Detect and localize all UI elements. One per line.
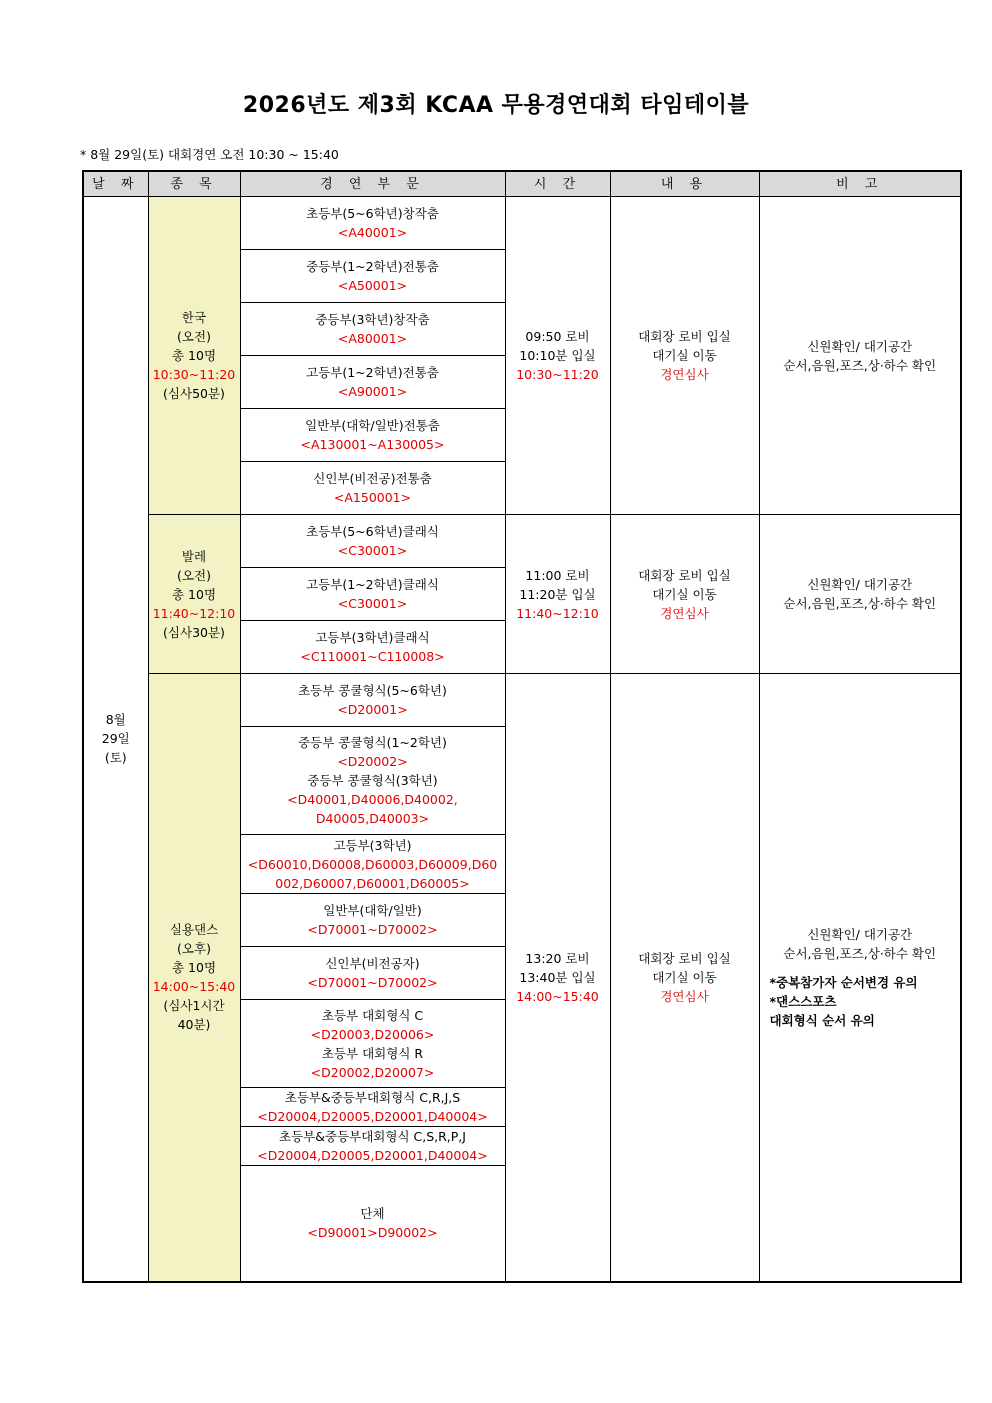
- section-cell: 단체 <D90001>D90002>: [240, 1166, 505, 1282]
- section-cell: 고등부(1~2학년)클래식 <C30001>: [240, 568, 505, 621]
- table-row: [83, 674, 961, 727]
- category-practical-dance: 실용댄스 (오후) 총 10명 14:00~15:40 (심사1시간 40분): [148, 674, 240, 1282]
- section-cell: 고등부(1~2학년)전통춤 <A90001>: [240, 356, 505, 409]
- table-row: [83, 197, 961, 250]
- section-cell: 중등부(1~2학년)전통춤 <A50001>: [240, 250, 505, 303]
- page-title: 2026년도 제3회 KCAA 무용경연대회 타임테이블: [242, 93, 750, 118]
- section-cell: 초등부&중등부대회형식 C,R,J,S <D20004,D20005,D20001,D40004>: [240, 1088, 505, 1127]
- content-cell: 대회장 로비 입실 대기실 이동 경연심사: [610, 515, 759, 674]
- header-content: 내 용: [610, 171, 759, 197]
- section-cell: 중등부 콩쿨형식(1~2학년) <D20002> 중등부 콩쿨형식(3학년) <D40001,D40006,D40002, D40005,D40003>: [240, 727, 505, 835]
- section-cell: 일반부(대학/일반)전통춤 <A130001~A130005>: [240, 409, 505, 462]
- section-cell: 중등부(3학년)창작춤 <A80001>: [240, 303, 505, 356]
- section-cell: 초등부&중등부대회형식 C,S,R,P,J <D20004,D20005,D20001,D40004>: [240, 1127, 505, 1166]
- remarks-cell: 신원확인/ 대기공간 순서,음원,포즈,상·하수 확인: [759, 515, 961, 674]
- content-cell: 대회장 로비 입실 대기실 이동 경연심사: [610, 674, 759, 1282]
- section-cell: 초등부 대회형식 C <D20003,D20006> 초등부 대회형식 R <D20002,D20007>: [240, 1000, 505, 1088]
- header-time: 시 간: [505, 171, 610, 197]
- section-cell: 고등부(3학년)클래식 <C110001~C110008>: [240, 621, 505, 674]
- section-cell: 신인부(비전공)전통춤 <A150001>: [240, 462, 505, 515]
- remarks-cell: 신원확인/ 대기공간 순서,음원,포즈,상·하수 확인 *중복참가자 순서변경 유의 *댄스스포츠 대회형식 순서 유의: [759, 674, 961, 1282]
- content-cell: 대회장 로비 입실 대기실 이동 경연심사: [610, 197, 759, 515]
- header-remarks: 비 고: [759, 171, 961, 197]
- category-korean: 한국 (오전) 총 10명 10:30~11:20 (심사50분): [148, 197, 240, 515]
- section-cell: 초등부(5~6학년)창작춤 <A40001>: [240, 197, 505, 250]
- section-cell: 고등부(3학년) <D60010,D60008,D60003,D60009,D60 002,D60007,D60001,D60005>: [240, 835, 505, 894]
- section-cell: 신인부(비전공자) <D70001~D70002>: [240, 947, 505, 1000]
- section-cell: 일반부(대학/일반) <D70001~D70002>: [240, 894, 505, 947]
- header-section: 경 연 부 문: [240, 171, 505, 197]
- table-row: [83, 515, 961, 568]
- time-cell: 09:50 로비 10:10분 입실 10:30~11:20: [505, 197, 610, 515]
- section-cell: 초등부(5~6학년)클래식 <C30001>: [240, 515, 505, 568]
- time-cell: 11:00 로비 11:20분 입실 11:40~12:10: [505, 515, 610, 674]
- section-cell: 초등부 콩쿨형식(5~6학년) <D20001>: [240, 674, 505, 727]
- timetable: [82, 170, 962, 1283]
- category-ballet: 발레 (오전) 총 10명 11:40~12:10 (심사30분): [148, 515, 240, 674]
- schedule-note: * 8월 29일(토) 대회경연 오전 10:30 ~ 15:40: [80, 147, 339, 162]
- remarks-cell: 신원확인/ 대기공간 순서,음원,포즈,상·하수 확인: [759, 197, 961, 515]
- header-date: 날 짜: [83, 171, 148, 197]
- time-cell: 13:20 로비 13:40분 입실 14:00~15:40: [505, 674, 610, 1282]
- date-cell: 8월 29일 (토): [83, 197, 148, 1282]
- header-category: 종 목: [148, 171, 240, 197]
- header-row: [83, 171, 961, 197]
